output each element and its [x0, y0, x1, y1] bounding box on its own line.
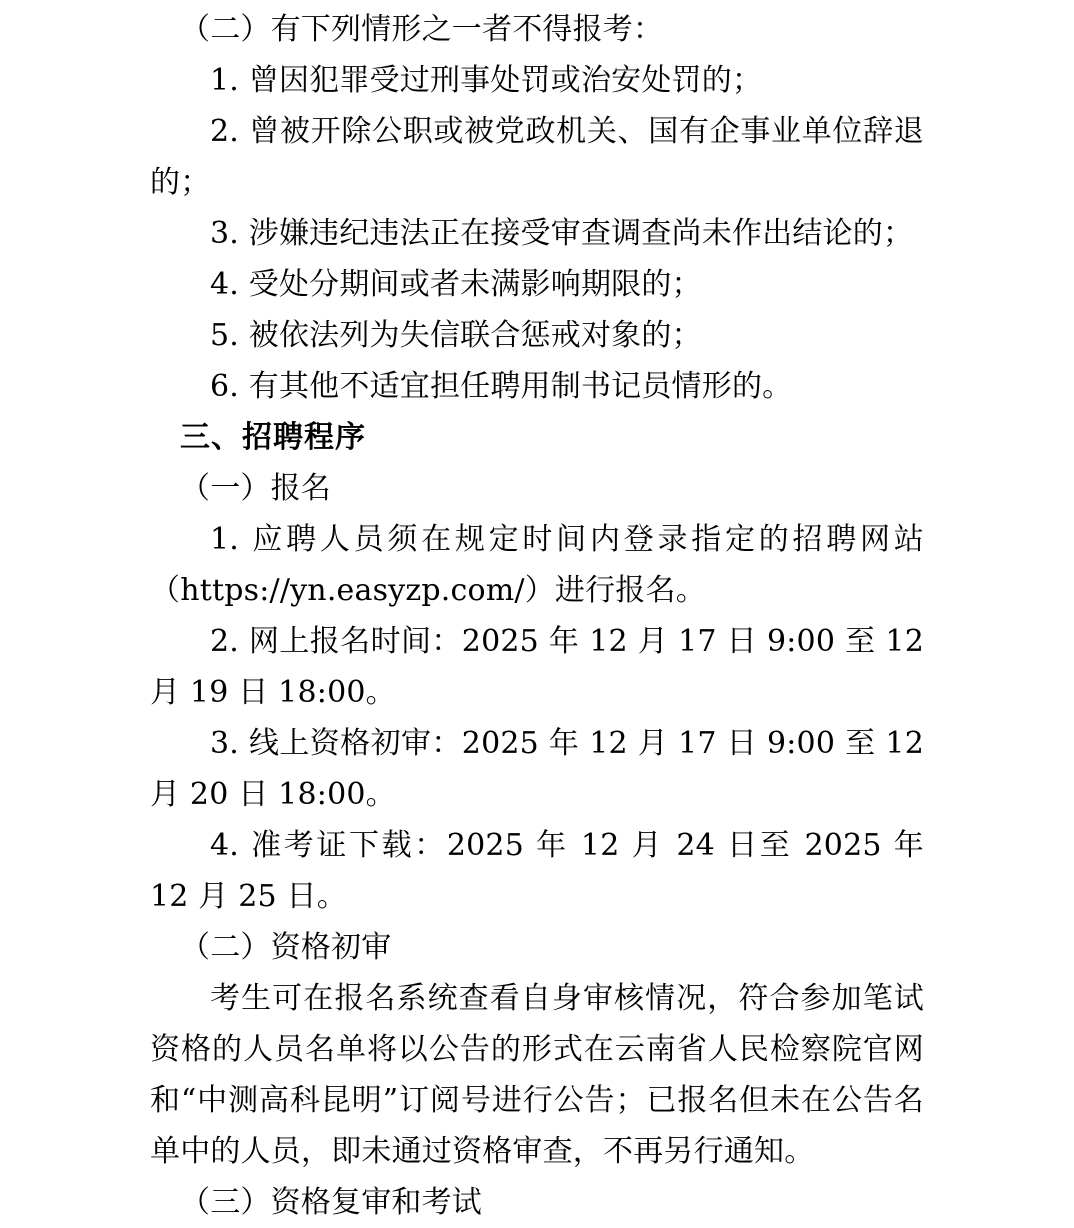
subsection-title-register: （一）报名: [180, 471, 331, 506]
section-title-disqualify: （二）有下列情形之一者不得报考：: [180, 12, 664, 47]
section-heading-procedure: 三、招聘程序: [180, 420, 366, 455]
disqualify-item-3: 3. 涉嫌违纪违法正在接受审查调查尚未作出结论的；: [210, 216, 914, 251]
subsection-title-review: （二）资格初审: [180, 930, 392, 965]
subsection-title-reexam: （三）资格复审和考试: [180, 1185, 482, 1220]
review-paragraph: 考生可在报名系统查看自身审核情况，符合参加笔试资格的人员名单将以公告的形式在云南省人民检察院官网和“中测高科昆明”订阅号进行公告；已报名但未在公告名单中的人员，即未通过资格审查，不再另行通知。: [150, 981, 924, 1169]
register-item-3: 3. 线上资格初审：2025 年 12 月 17 日 9:00 至 12 月 20 日 18:00。: [150, 726, 924, 812]
disqualify-item-1: 1. 曾因犯罪受过刑事处罚或治安处罚的；: [210, 63, 763, 98]
disqualify-item-2: 2. 曾被开除公职或被党政机关、国有企事业单位辞退的；: [150, 114, 924, 200]
document-body: [150, 4, 924, 1228]
disqualify-item-6: 6. 有其他不适宜担任聘用制书记员情形的。: [210, 369, 793, 404]
disqualify-item-5: 5. 被依法列为失信联合惩戒对象的；: [210, 318, 702, 353]
register-item-4: 4. 准考证下载：2025 年 12 月 24 日至 2025 年 12 月 25 日。: [150, 828, 924, 914]
disqualify-item-4: 4. 受处分期间或者未满影响期限的；: [210, 267, 702, 302]
register-item-2: 2. 网上报名时间：2025 年 12 月 17 日 9:00 至 12 月 19 日 18:00。: [150, 624, 924, 710]
register-item-1: 1. 应聘人员须在规定时间内登录指定的招聘网站（https://yn.easyzp.com/）进行报名。: [150, 522, 924, 608]
